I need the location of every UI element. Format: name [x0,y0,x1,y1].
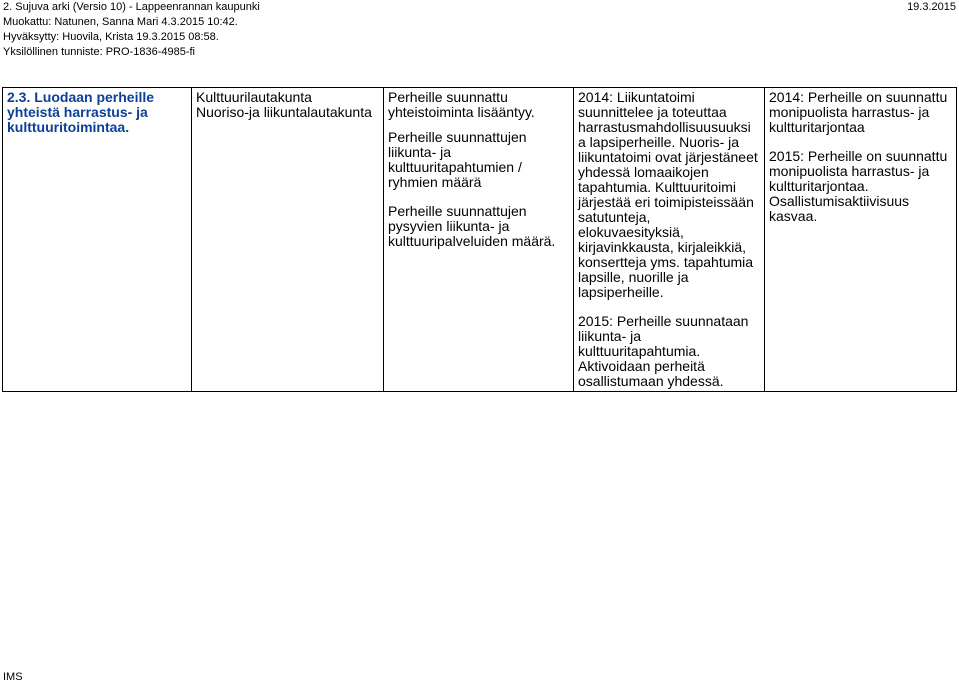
goal-text: 2.3. Luodaan perheille yhteistä harrastus- ja kulttuuritoimintaa. [7,89,155,135]
responsible-line: Kulttuurilautakunta [196,89,312,105]
responsible-line: Nuoriso-ja liikuntalautakunta [196,104,372,120]
action-text: 2014: Liikuntatoimi suunnittelee ja toteuttaa harrastusmahdollisuusuuksi a lapsiperheille. Nuoris- ja liikuntatoimi ovat järjestäneet yhdessä lomaaikojen tapahtumia. Kulttuuritoimi järjestää eri toimipisteissään satutunteja, elokuvaesityksiä, kirjavinkkausta, kirjaleikkiä, konsertteja yms. tapahtumia lapsille, nuorille ja lapsiperheille. [578,89,758,300]
indicator-text: Perheille suunnattu yhteistoiminta lisääntyy. [388,89,535,120]
document-header [3,0,956,60]
actions-cell [574,88,765,392]
action-text: 2015: Perheille suunnataan liikunta- ja kulttuuritapahtumia. Aktivoidaan perheitä osallistumaan yhdessä. [578,313,749,389]
goal-table [2,87,957,392]
responsible-cell [192,88,384,392]
modified-info: Muokattu: Natunen, Sanna Mari 4.3.2015 10:42. [3,16,238,28]
goal-cell [3,88,192,392]
indicator-text: Perheille suunnattujen pysyvien liikunta- ja kulttuuripalveluiden määrä. [388,203,556,249]
indicators-cell [384,88,574,392]
document-date: 19.3.2015 [907,1,956,13]
footer-label: IMS [3,671,23,683]
status-cell [765,88,957,392]
status-text: 2014: Perheille on suunnattu monipuolista harrastus- ja kultturitarjontaa [769,89,948,135]
table-row [3,88,957,392]
status-text: 2015: Perheille on suunnattu monipuolista harrastus- ja kultturitarjontaa. Osallistumisaktiivisuus kasvaa. [769,148,948,224]
indicator-text: Perheille suunnattujen liikunta- ja kulttuuritapahtumien / ryhmien määrä [388,129,527,190]
document-title: 2. Sujuva arki (Versio 10) - Lappeenrannan kaupunki [3,1,260,13]
unique-identifier: Yksilöllinen tunniste: PRO-1836-4985-fi [3,46,195,58]
approved-info: Hyväksytty: Huovila, Krista 19.3.2015 08:58. [3,31,219,43]
